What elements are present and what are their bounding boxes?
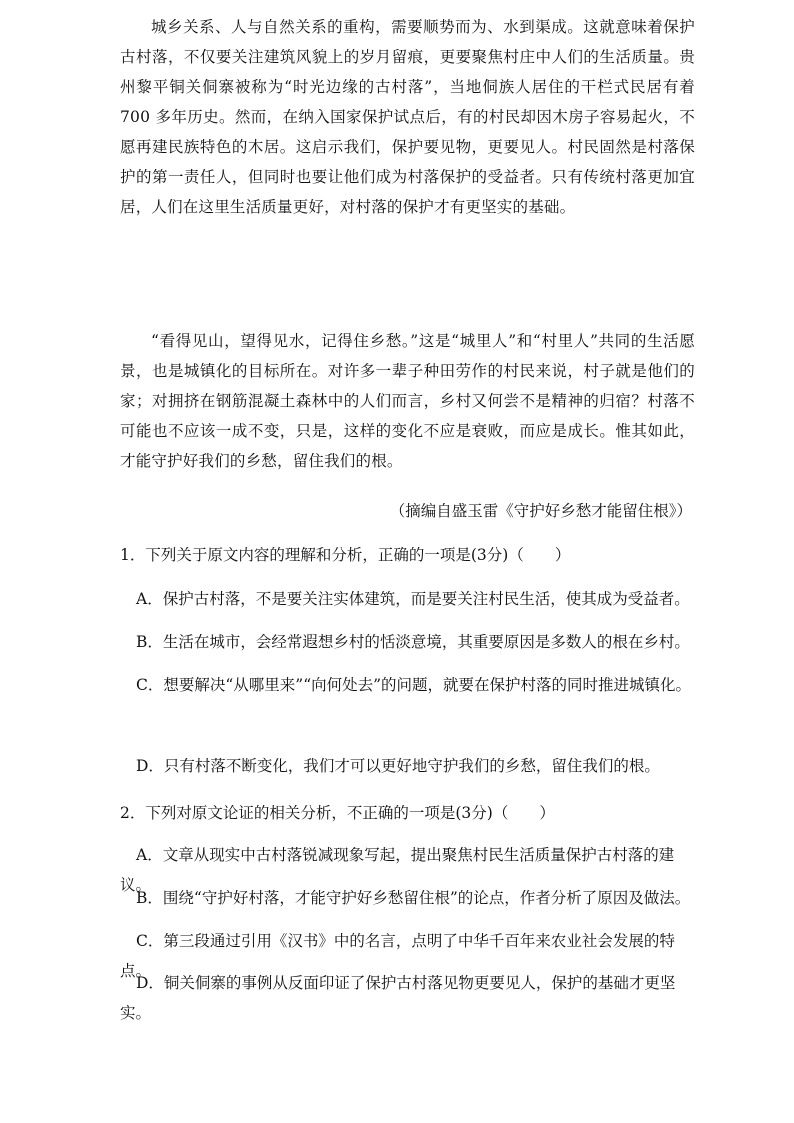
passage-paragraph-2: “看得见山，望得见水，记得住乡愁。”这是“城里人”和“村里人”共同的生活愿景，也是城镇化的目标所在。对许多一辈子种田劳作的村民来说，村子就是他们的家；对拥挤在钢筋混凝土森林中的人们而言，乡村又何尝不是精神的归宿？村落不可能也不应该一成不变，只是，这样的变化不应是衰败，而应是成长。惟其如此，才能守护好我们的乡愁，留住我们的根。 — [120, 332, 695, 470]
question-2-option-b: B．围绕“守护好村落，才能守护好乡愁留住根”的论点，作者分析了原因及做法。 — [136, 889, 691, 907]
passage-citation: （摘编自盛玉雷《守护好乡愁才能留住根》） — [389, 502, 692, 520]
question-1-option-d: D．只有村落不断变化，我们才可以更好地守护我们的乡愁，留住我们的根。 — [136, 757, 660, 775]
question-1-option-b: B．生活在城市，会经常遐想乡村的恬淡意境，其重要原因是多数人的根在乡村。 — [136, 633, 690, 651]
question-2-option-d: D．铜关侗寨的事例从反面印证了保护古村落见物更要见人，保护的基础才更坚实。 — [120, 974, 676, 1022]
question-1-stem: 1．下列关于原文内容的理解和分析，正确的一项是(3分)（ ） — [120, 546, 571, 564]
question-2-option-a: A．文章从现实中古村落锐减现象写起，提出聚焦村民生活质量保护古村落的建议。 — [120, 846, 675, 894]
question-2-option-c: C．第三段通过引用《汉书》中的名言，点明了中华千百年来农业社会发展的特点。 — [120, 932, 675, 980]
question-1-option-a: A．保护古村落，不是要关注实体建筑，而是要关注村民生活，使其成为受益者。 — [136, 590, 690, 608]
question-2-stem: 2．下列对原文论证的相关分析，不正确的一项是(3分)（ ） — [120, 804, 555, 822]
question-1-option-c: C．想要解决“从哪里来”“向何处去”的问题，就要在保护村落的同时推进城镇化。 — [136, 676, 692, 694]
passage-paragraph-1: 城乡关系、人与自然关系的重构，需要顺势而为、水到渠成。这就意味着保护古村落，不仅要关注建筑风貌上的岁月留痕，更要聚焦村庄中人们的生活质量。贵州黎平铜关侗寨被称为“时光边缘的古村落”，当地侗族人居住的干栏式民居有着 700 多年历史。然而，在纳入国家保护试点后，有的村民却因木房子容易起火，不愿再建民族特色的木居。这启示我们，保护要见物，更要见人。村民固然是村落保护的第一责任人，但同时也要让他们成为村落保护的受益者。只有传统村落更加宜居，人们在这里生活质量更好，对村落的保护才有更坚实的基础。 — [120, 18, 695, 216]
